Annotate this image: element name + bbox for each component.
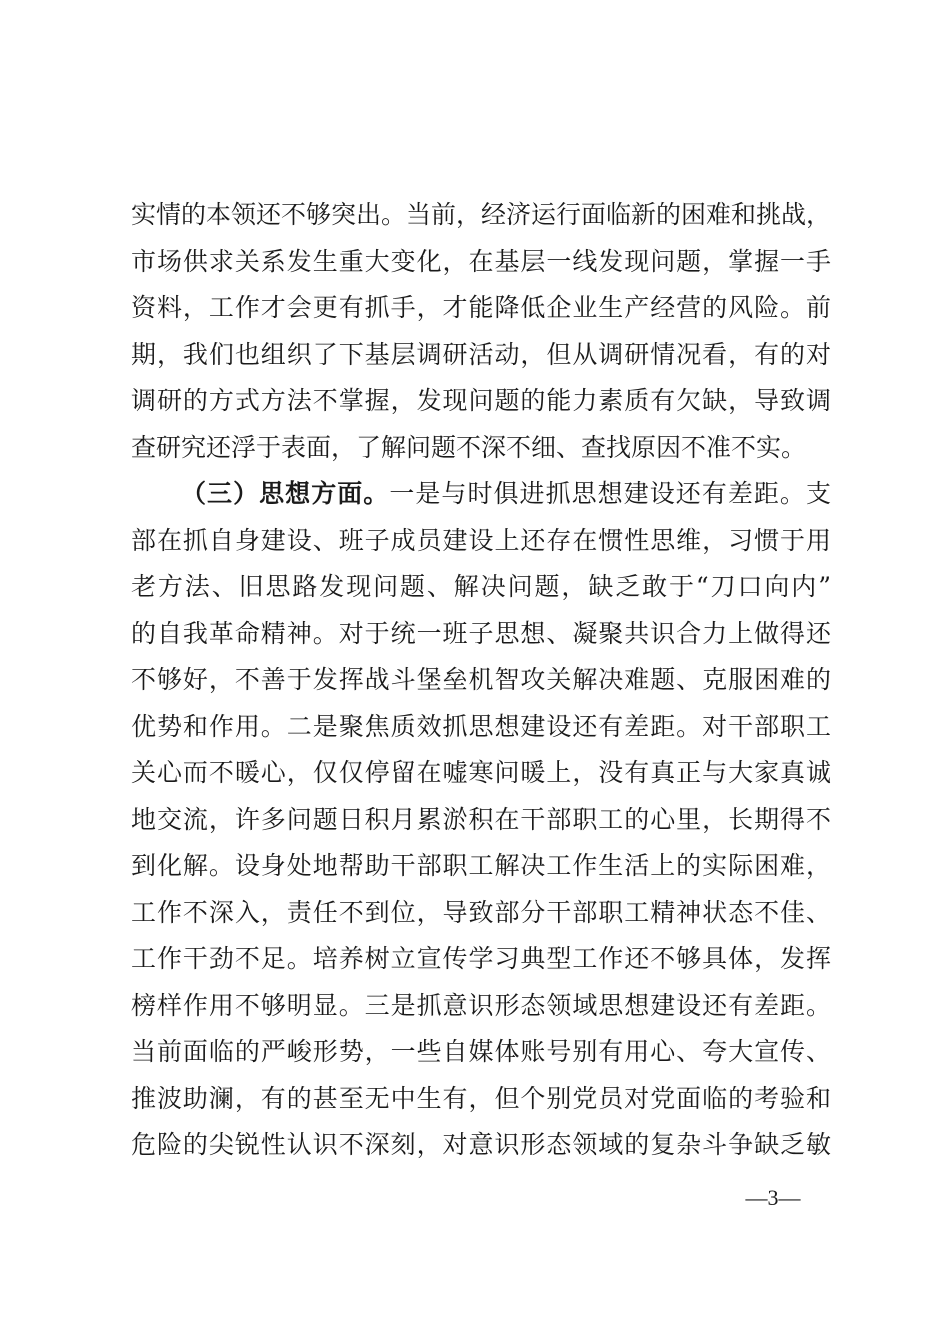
text-line: 优势和作用。二是聚焦质效抓思想建设还有差距。对干部职工 (131, 711, 831, 741)
text-line: 工作干劲不足。培养树立宣传学习典型工作还不够具体，发挥 (131, 944, 831, 973)
text-line: 不够好，不善于发挥战斗堡垒机智攻关解决难题、克服困难的 (131, 665, 831, 694)
text-line: 实情的本领还不够突出。当前，经济运行面临新的困难和挑战， (131, 200, 831, 229)
text-line: 市场供求关系发生重大变化，在基层一线发现问题，掌握一手 (131, 246, 831, 276)
text-line: 危险的尖锐性认识不深刻，对意识形态领域的复杂斗争缺乏敏 (131, 1130, 831, 1159)
text-line: 当前面临的严峻形势，一些自媒体账号别有用心、夸大宣传、 (131, 1037, 831, 1066)
body-text (131, 192, 831, 1169)
text-line: 工作不深入，责任不到位，导致部分干部职工精神状态不佳、 (131, 897, 831, 927)
text-line: 到化解。设身处地帮助干部职工解决工作生活上的实际困难， (131, 851, 831, 880)
text-line: 调研的方式方法不掌握，发现问题的能力素质有欠缺，导致调 (131, 386, 831, 415)
text-line: 部在抓自身建设、班子成员建设上还存在惯性思维，习惯于用 (131, 525, 831, 555)
text-line: 老方法、旧思路发现问题、解决问题，缺乏敢于“刀口向内” (131, 572, 831, 601)
text-line: 资料，工作才会更有抓手，才能降低企业生产经营的风险。前 (131, 293, 831, 322)
text-line: 关心而不暖心，仅仅停留在嘘寒问暖上，没有真正与大家真诚 (131, 758, 831, 787)
page-number: —3— (745, 1185, 801, 1210)
text-line: 推波助澜，有的甚至无中生有，但个别党员对党面临的考验和 (131, 1083, 831, 1113)
section-heading: （三）思想方面。 (181, 479, 390, 508)
text-line: 榜样作用不够明显。三是抓意识形态领域思想建设还有差距。 (131, 990, 831, 1020)
text-line: 的自我革命精神。对于统一班子思想、凝聚共识合力上做得还 (131, 618, 831, 648)
section-first-line (131, 471, 831, 518)
text-line: 期，我们也组织了下基层调研活动，但从调研情况看，有的对 (131, 339, 831, 369)
text-line: 查研究还浮于表面，了解问题不深不细、查找原因不准不实。 (131, 432, 807, 462)
section-first-line-text: 一是与时俱进抓思想建设还有差距。支 (389, 479, 831, 508)
text-line: 地交流，许多问题日积月累淤积在干部职工的心里，长期得不 (131, 804, 831, 834)
